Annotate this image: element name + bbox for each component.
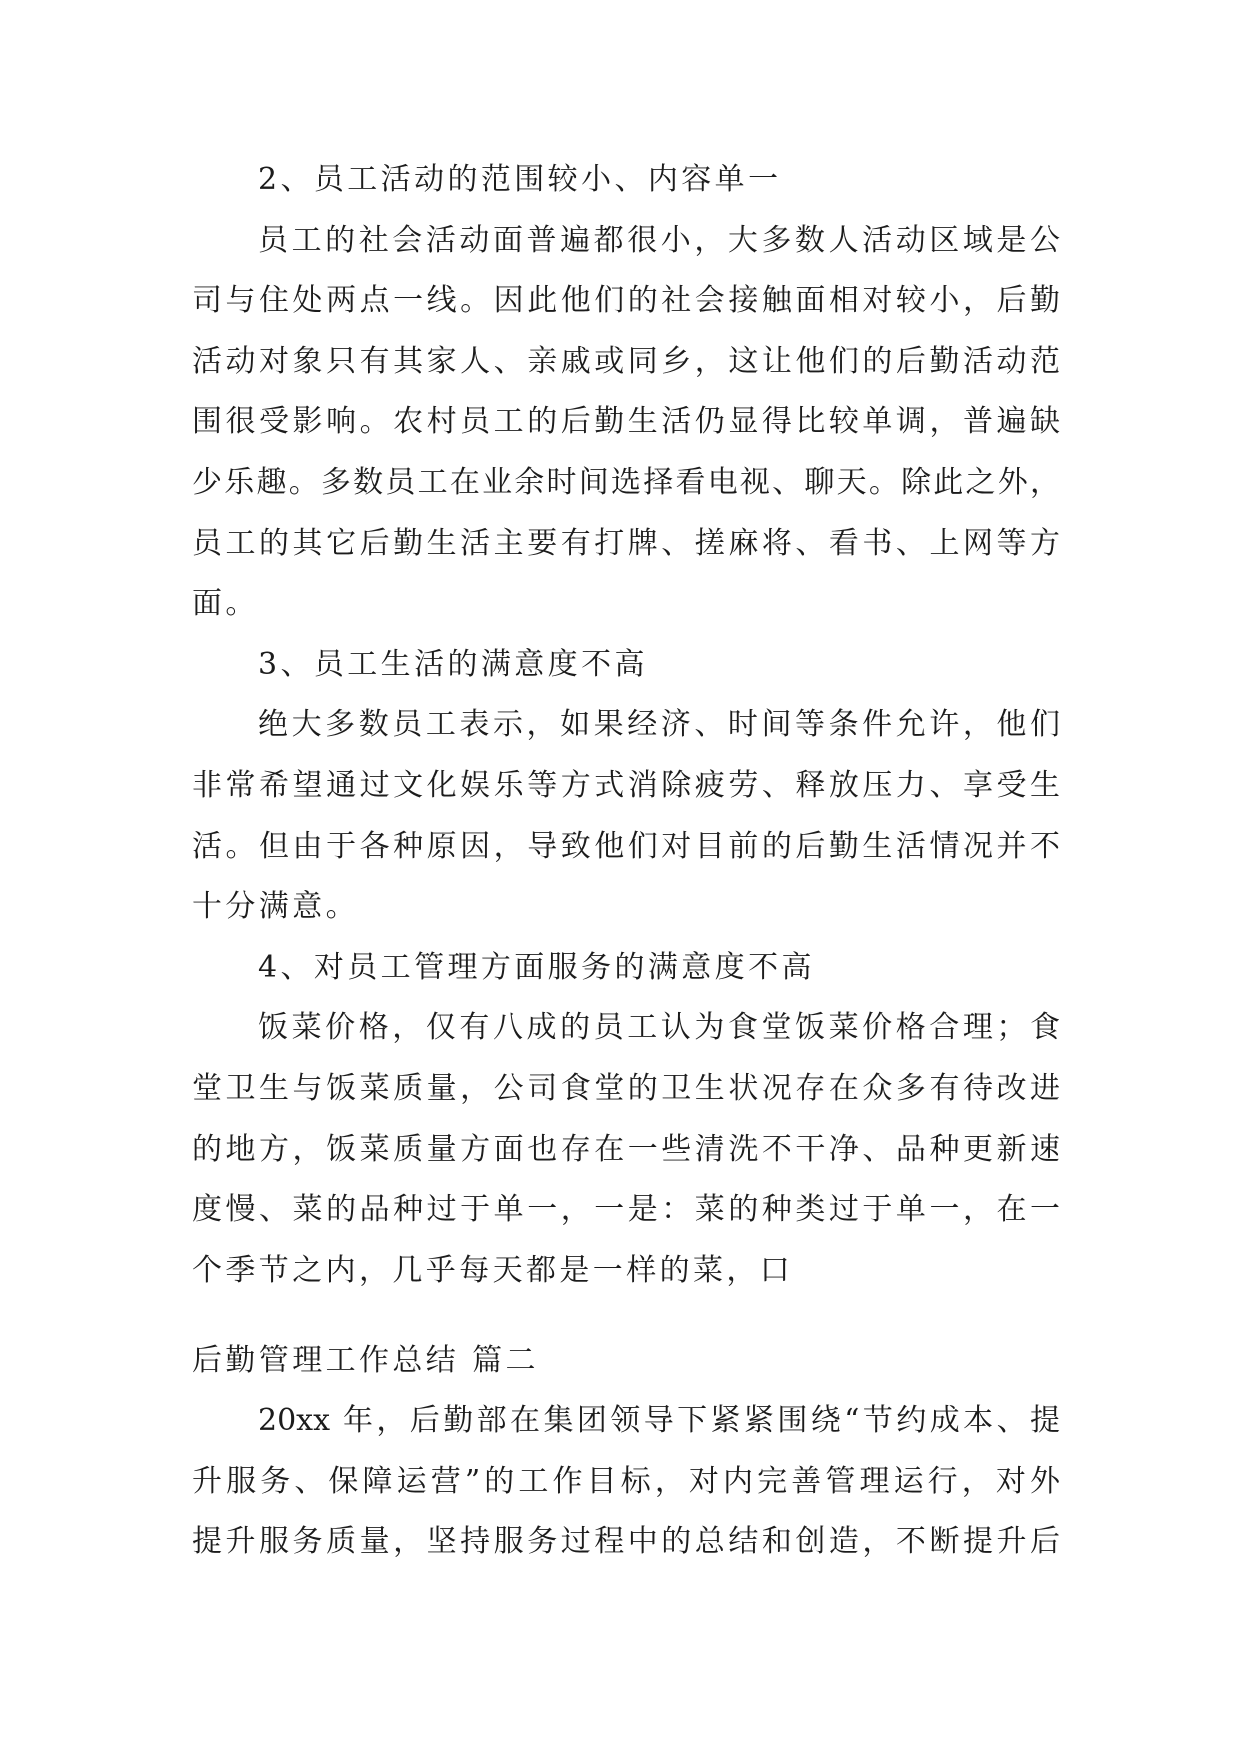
paragraph-line: 少乐趣。多数员工在业余时间选择看电视、聊天。除此之外， bbox=[192, 464, 1060, 500]
paragraph-line: 十分满意。 bbox=[192, 889, 359, 925]
paragraph-line: 堂卫生与饭菜质量，公司食堂的卫生状况存在众多有待改进 bbox=[192, 1070, 1060, 1106]
paragraph-line: 活动对象只有其家人、亲戚或同乡，这让他们的后勤活动范 bbox=[192, 343, 1060, 379]
paragraph-line: 升服务、保障运营”的工作目标，对内完善管理运行，对外 bbox=[192, 1463, 1060, 1499]
subsection-heading: 3、员工生活的满意度不高 bbox=[258, 646, 648, 682]
paragraph-line: 活。但由于各种原因，导致他们对目前的后勤生活情况并不 bbox=[192, 828, 1060, 864]
paragraph-line: 个季节之内，几乎每天都是一样的菜，口 bbox=[192, 1252, 794, 1288]
paragraph-line: 员工的其它后勤生活主要有打牌、搓麻将、看书、上网等方 bbox=[192, 525, 1060, 561]
subsection-heading: 2、员工活动的范围较小、内容单一 bbox=[258, 162, 782, 197]
paragraph-line: 员工的社会活动面普遍都很小，大多数人活动区域是公 bbox=[258, 222, 1060, 258]
paragraph-line: 度慢、菜的品种过于单一，一是：菜的种类过于单一，在一 bbox=[192, 1192, 1060, 1228]
paragraph-line: 围很受影响。农村员工的后勤生活仍显得比较单调，普遍缺 bbox=[192, 404, 1060, 440]
paragraph-line: 20xx 年，后勤部在集团领导下紧紧围绕“节约成本、提 bbox=[258, 1403, 1060, 1439]
paragraph-line: 绝大多数员工表示，如果经济、时间等条件允许，他们 bbox=[258, 707, 1060, 743]
paragraph-line: 提升服务质量，坚持服务过程中的总结和创造，不断提升后 bbox=[192, 1524, 1060, 1560]
paragraph-line: 司与住处两点一线。因此他们的社会接触面相对较小，后勤 bbox=[192, 283, 1060, 319]
section-title: 后勤管理工作总结 篇二 bbox=[192, 1342, 539, 1378]
paragraph-line: 面。 bbox=[192, 586, 259, 622]
paragraph-line: 非常希望通过文化娱乐等方式消除疲劳、释放压力、享受生 bbox=[192, 767, 1060, 803]
subsection-heading: 4、对员工管理方面服务的满意度不高 bbox=[258, 949, 815, 985]
document-body bbox=[192, 150, 1060, 1573]
paragraph-line: 饭菜价格，仅有八成的员工认为食堂饭菜价格合理；食 bbox=[258, 1010, 1060, 1046]
paragraph-line: 的地方，饭菜质量方面也存在一些清洗不干净、品种更新速 bbox=[192, 1131, 1060, 1167]
